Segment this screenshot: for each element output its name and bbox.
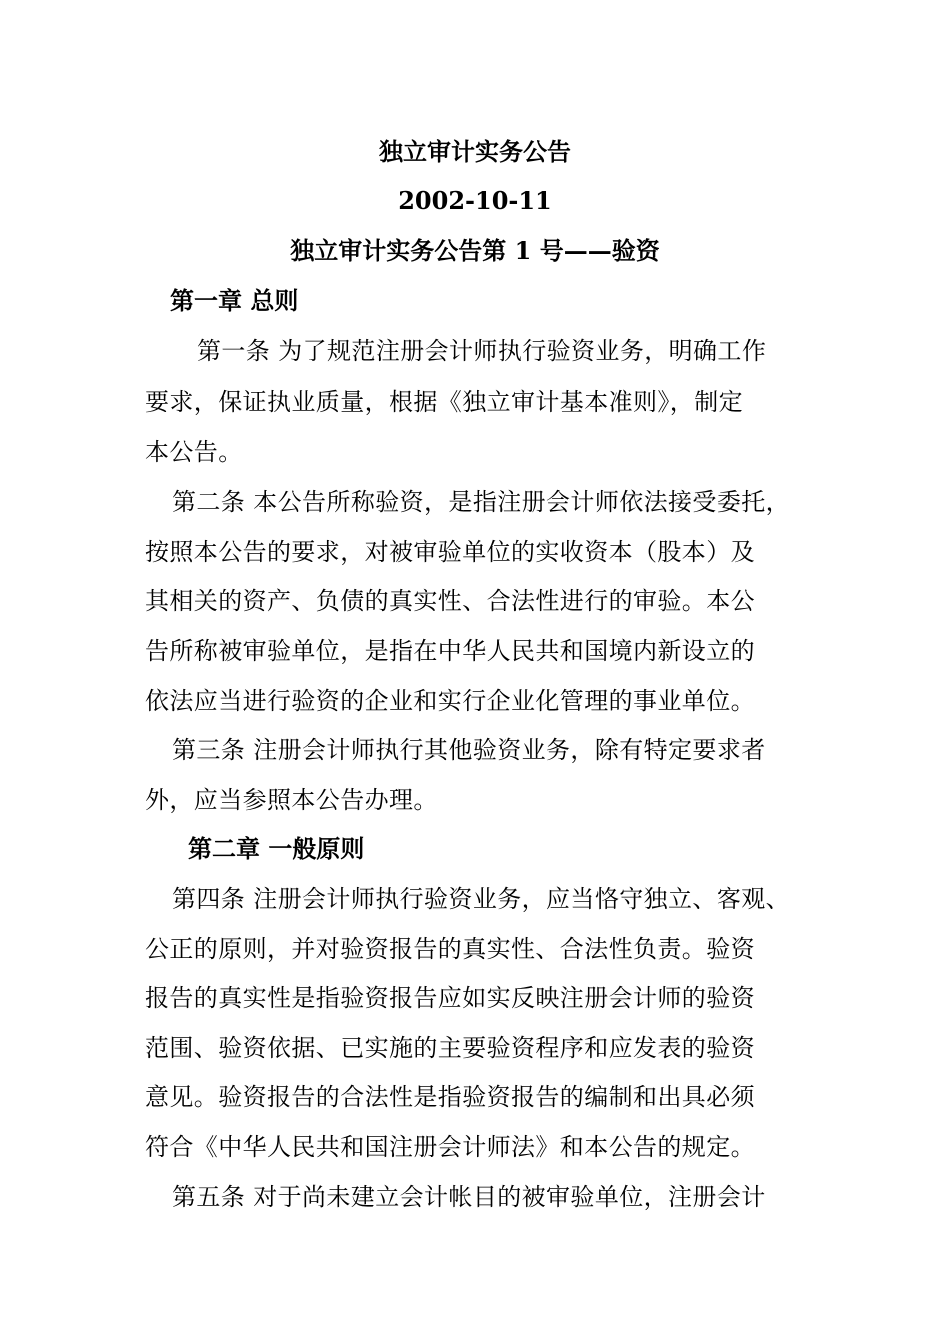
article-2-line: 第二条 本公告所称验资，是指注册会计师依法接受委托， <box>172 488 791 516</box>
article-1-line: 本公告。 <box>145 438 243 466</box>
article-2-line: 其相关的资产、负债的真实性、合法性进行的审验。本公 <box>145 587 755 615</box>
document-subtitle: 独立审计实务公告第 1 号——验资 <box>290 236 660 265</box>
article-3-line: 第三条 注册会计师执行其他验资业务，除有特定要求者 <box>172 736 766 764</box>
article-4-line: 报告的真实性是指验资报告应如实反映注册会计师的验资 <box>145 984 755 1012</box>
article-4-line: 意见。验资报告的合法性是指验资报告的编制和出具必须 <box>145 1083 755 1111</box>
article-2-line: 按照本公告的要求，对被审验单位的实收资本（股本）及 <box>145 538 755 566</box>
chapter-heading-1: 第一章 总则 <box>170 286 299 315</box>
document-title: 独立审计实务公告 <box>379 137 571 166</box>
chapter-heading-2: 第二章 一般原则 <box>188 834 365 863</box>
article-4-line: 符合《中华人民共和国注册会计师法》和本公告的规定。 <box>145 1133 755 1161</box>
article-3-line: 外，应当参照本公告办理。 <box>145 786 438 814</box>
article-4-line: 第四条 注册会计师执行验资业务，应当恪守独立、客观、 <box>172 885 791 913</box>
article-1-line: 要求，保证执业质量，根据《独立审计基本准则》，制定 <box>145 388 743 416</box>
article-4-line: 范围、验资依据、已实施的主要验资程序和应发表的验资 <box>145 1034 755 1062</box>
article-5-line: 第五条 对于尚未建立会计帐目的被审验单位，注册会计 <box>172 1183 766 1211</box>
article-2-line: 告所称被审验单位，是指在中华人民共和国境内新设立的 <box>145 637 755 665</box>
article-1-line: 第一条 为了规范注册会计师执行验资业务，明确工作 <box>197 337 767 365</box>
article-4-line: 公正的原则，并对验资报告的真实性、合法性负责。验资 <box>145 935 755 963</box>
article-2-line: 依法应当进行验资的企业和实行企业化管理的事业单位。 <box>145 687 755 715</box>
document-date: 2002-10-11 <box>398 186 552 215</box>
